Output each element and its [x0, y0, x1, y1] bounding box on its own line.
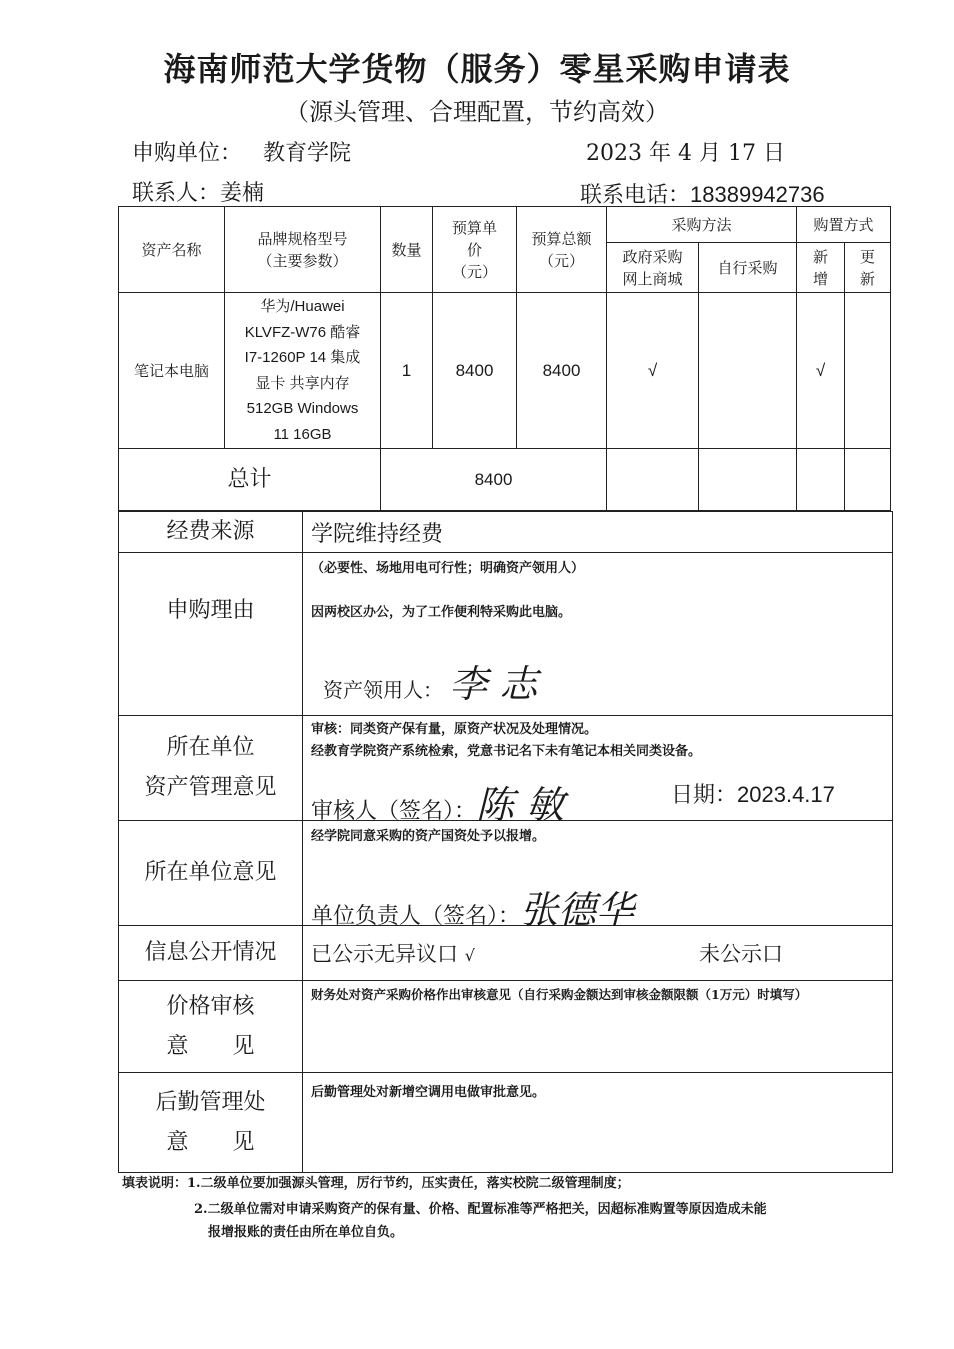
- cell-asset-name: 笔记本电脑: [119, 293, 225, 449]
- header-unit-price-l3: （元）: [451, 262, 497, 281]
- opinions-table: [118, 511, 893, 1173]
- price-review-hint: 财务处对资产采购价格作出审核意见（自行采购金额达到审核金额限额（1万元）时填写）: [311, 987, 808, 1002]
- logistics-label: [119, 1073, 303, 1173]
- header-unit-price: [433, 207, 517, 293]
- header-unit-price-l2: 价: [466, 240, 482, 259]
- phone-label: 联系电话：: [580, 183, 691, 208]
- notes-item2: 2.二级单位需对申请采购资产的保有量、价格、配置标准等严格把关，因超标准购置等原因造成未能: [194, 1202, 767, 1217]
- spec-line: 华为/Huawei: [260, 298, 345, 315]
- unit-head-label: 单位负责人（签名）：: [311, 904, 521, 929]
- header-total-l2: （元）: [538, 251, 584, 270]
- logistics-row: [119, 1073, 893, 1173]
- sum-empty-cell: [699, 449, 797, 511]
- review-date-label: 日期：: [671, 783, 738, 808]
- header-self-purchase: 自行采购: [699, 243, 797, 293]
- form-date: 2023 年 4 月 17 日: [586, 141, 785, 166]
- disclosure-yes: [311, 938, 475, 968]
- price-review-label-l1: 价格审核: [166, 993, 255, 1019]
- cell-spec: [225, 293, 381, 449]
- notes-item1: [122, 1172, 630, 1191]
- cell-renew: [845, 293, 891, 449]
- price-review-cell: [303, 981, 893, 1073]
- reason-text: 因两校区办公，为了工作便利特采购此电脑。: [311, 605, 572, 620]
- asset-mgmt-label-l2: 资产管理意见: [144, 775, 277, 800]
- header-renew: [845, 243, 891, 293]
- sum-value: 8400: [381, 449, 607, 511]
- contact-field: [132, 176, 264, 207]
- unit-opinion-cell: [303, 821, 893, 932]
- price-review-label: [119, 981, 303, 1073]
- spec-line: KLVFZ-W76 酷睿: [244, 323, 361, 341]
- header-purchase-type: 购置方式: [797, 207, 891, 243]
- notes-item1-text: 1.二级单位要加强源头管理，厉行节约，压实责任，落实校院二级管理制度；: [187, 1176, 630, 1191]
- recipient-label: 资产领用人：: [323, 678, 443, 702]
- sum-row: [119, 449, 891, 511]
- dept-field: [132, 136, 351, 167]
- reason-cell: [303, 553, 893, 716]
- price-review-label-l2: 意 见: [166, 1033, 255, 1059]
- cell-unit-price: 8400: [433, 293, 517, 449]
- sum-empty-cell: [607, 449, 699, 511]
- sum-label: 总计: [119, 449, 381, 511]
- spec-line: 显卡 共享内存: [255, 374, 350, 392]
- asset-mgmt-label: [119, 716, 303, 821]
- dept-label: 申购单位：: [132, 141, 243, 166]
- header-unit-price-l1: 预算单: [451, 218, 497, 237]
- funding-row: [119, 512, 893, 553]
- logistics-hint: 后勤管理处对新增空调用电做审批意见。: [311, 1085, 546, 1100]
- cell-self-purchase: [699, 293, 797, 449]
- disclosure-yes-label: 已公示无异议口: [311, 942, 458, 966]
- header-new-l1: 新: [812, 247, 828, 266]
- header-gov-mall-l2: 网上商城: [622, 269, 683, 288]
- logistics-label-l1: 后勤管理处: [155, 1089, 266, 1115]
- header-total: [517, 207, 607, 293]
- unit-opinion-text: 经学院同意采购的资产国资处予以报增。: [311, 829, 546, 844]
- disclosure-row: [119, 926, 893, 981]
- reason-hint: （必要性、场地用电可行性；明确资产领用人）: [311, 561, 585, 576]
- review-date-field: [671, 778, 835, 809]
- reason-label: 申购理由: [119, 553, 303, 716]
- spec-line: 11 16GB: [273, 425, 332, 443]
- reviewer-label: 审核人（签名）：: [311, 799, 477, 824]
- table-row: [119, 293, 891, 449]
- disclosure-label: 信息公开情况: [119, 926, 303, 981]
- notes-item2-cont: 报增报账的责任由所在单位自负。: [208, 1225, 404, 1240]
- form-title: 海南师范大学货物（服务）零星采购申请表: [163, 50, 791, 88]
- header-asset-name: 资产名称: [119, 207, 225, 293]
- asset-mgmt-cell: [303, 716, 893, 827]
- logistics-cell: [303, 1073, 893, 1173]
- header-spec-line1: 品牌规格型号: [257, 229, 348, 248]
- header-new: [797, 243, 845, 293]
- header-total-l1: 预算总额: [531, 229, 592, 248]
- reviewer-signature: 陈 敏: [476, 783, 565, 827]
- funding-value: 学院维持经费: [303, 512, 893, 553]
- recipient-field: [323, 653, 537, 708]
- unit-head-signature: 张德华: [520, 888, 635, 932]
- unit-opinion-row: [119, 821, 893, 926]
- header-spec-line2: （主要参数）: [257, 251, 348, 270]
- disclosure-cell: [303, 926, 893, 981]
- asset-mgmt-hint: 审核：同类资产保有量，原资产状况及处理情况。: [311, 722, 598, 737]
- disclosure-no: 未公示口: [699, 942, 783, 966]
- spec-line: 512GB Windows: [246, 400, 359, 417]
- header-method: 采购方法: [607, 207, 797, 243]
- cell-new-check: √: [797, 293, 845, 449]
- sum-empty-cell: [797, 449, 845, 511]
- form-subtitle: （源头管理、合理配置，节约高效）: [285, 98, 669, 126]
- funding-label: 经费来源: [119, 512, 303, 553]
- items-table: [118, 206, 891, 511]
- review-date-value: 2023.4.17: [737, 782, 835, 807]
- notes-prefix: 填表说明：: [122, 1176, 188, 1191]
- phone-field: [580, 178, 825, 209]
- cell-gov-mall-check: √: [607, 293, 699, 449]
- asset-mgmt-text: 经教育学院资产系统检索，党意书记名下未有笔记本相关同类设备。: [311, 744, 702, 759]
- sum-empty-cell: [845, 449, 891, 511]
- cell-qty: 1: [381, 293, 433, 449]
- contact-label: 联系人：: [132, 181, 221, 206]
- header-gov-mall: [607, 243, 699, 293]
- phone-value: 18389942736: [690, 182, 825, 207]
- header-spec: [225, 207, 381, 293]
- header-renew-l1: 更: [859, 247, 875, 266]
- header-gov-mall-l1: 政府采购: [622, 247, 683, 266]
- check-mark-icon: √: [464, 946, 475, 965]
- recipient-signature: 李 志: [449, 662, 538, 706]
- cell-total: 8400: [517, 293, 607, 449]
- header-qty: 数量: [381, 207, 433, 293]
- reason-row: [119, 553, 893, 716]
- unit-opinion-label: 所在单位意见: [119, 821, 303, 926]
- contact-value: 姜楠: [220, 181, 265, 206]
- dept-value: 教育学院: [263, 141, 352, 166]
- price-review-row: [119, 981, 893, 1073]
- spec-line: I7-1260P 14 集成: [244, 349, 361, 366]
- logistics-label-l2: 意 见: [166, 1129, 255, 1155]
- asset-mgmt-row: [119, 716, 893, 821]
- asset-mgmt-label-l1: 所在单位: [166, 735, 255, 760]
- header-renew-l2: 新: [859, 269, 875, 288]
- header-new-l2: 增: [812, 269, 828, 288]
